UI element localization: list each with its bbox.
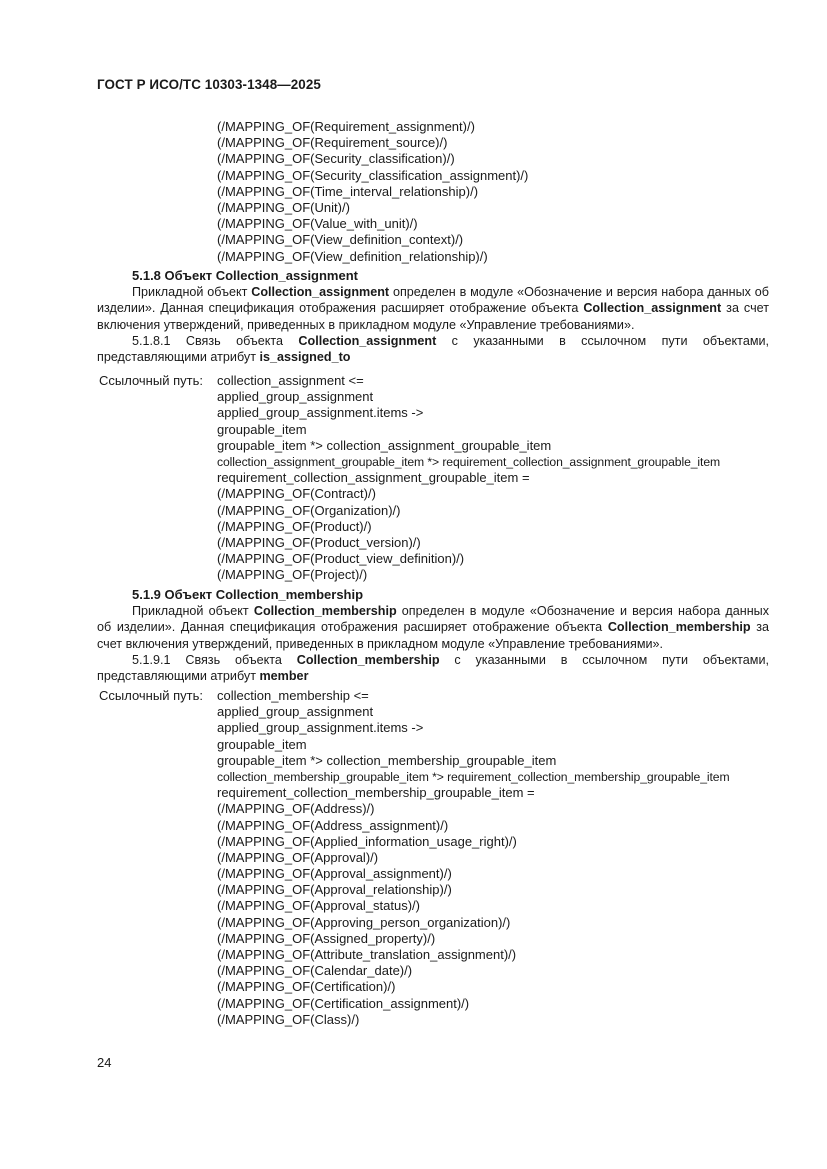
mapping-line: (/MAPPING_OF(Security_classification)/) [217,151,455,167]
ref-line: groupable_item *> collection_assignment_groupable_item [217,437,552,453]
mapping-line: (/MAPPING_OF(Unit)/) [217,199,350,215]
ref-line: applied_group_assignment.items -> [217,720,424,736]
mapping-line: (/MAPPING_OF(Value_with_unit)/) [217,216,418,232]
ref-line: requirement_collection_assignment_groupable_item = [217,470,530,486]
attribute-name: member [259,669,309,683]
ref-line: (/MAPPING_OF(Approval_status)/) [217,898,420,914]
ref-line: (/MAPPING_OF(Product)/) [217,518,372,534]
section-5-1-8 [0,268,827,365]
reference-path-5-1-9 [0,688,827,1028]
ref-line: (/MAPPING_OF(Contract)/) [217,486,376,502]
ref-line: (/MAPPING_OF(Approval_assignment)/) [217,866,452,882]
ref-line: groupable_item [217,421,307,437]
attribute-name: is_assigned_to [259,350,351,364]
section-paragraph: Прикладной объект Collection_membership определен в модуле «Обозначение и версия набора данных об изделии». Данная спецификация отображения расширяет отображение объекта Collection_membership за счет включения утверждений, приведенных в прикладном модуле «Управление требованиями». [97,604,770,651]
reference-path-label: Ссылочный путь: [99,373,203,388]
ref-line: (/MAPPING_OF(Product_version)/) [217,534,421,550]
ref-line: (/MAPPING_OF(Attribute_translation_assignment)/) [217,947,517,962]
ref-line: (/MAPPING_OF(Product_view_definition)/) [217,551,465,567]
ref-line: (/MAPPING_OF(Certification)/) [217,979,396,995]
ref-line: requirement_collection_membership_groupable_item = [217,785,535,801]
object-name: Collection_membership [253,604,397,619]
object-name: Collection_assignment [251,285,390,300]
ref-line: (/MAPPING_OF(Approval_relationship)/) [217,882,452,898]
ref-line: (/MAPPING_OF(Organization)/) [217,502,401,518]
ref-line: (/MAPPING_OF(Assigned_property)/) [217,930,436,946]
ref-line: applied_group_assignment [217,704,374,720]
standard-designation: ГОСТ Р ИСО/ТС 10303-1348—2025 [97,77,321,92]
object-name: Collection_assignment [298,333,437,348]
ref-line: collection_assignment_groupable_item *> requirement_collection_assignment_groupable_item [217,454,721,469]
ref-line: groupable_item *> collection_membership_groupable_item [217,752,557,768]
reference-path-label: Ссылочный путь: [99,688,203,703]
subsection-paragraph: 5.1.8.1 Связь объекта Collection_assignment с указанными в ссылочном пути объектами, представляющими атрибут is_assigned_to [97,333,770,364]
section-paragraph: Прикладной объект Collection_assignment определен в модуле «Обозначение и версия набора данных об изделии». Данная спецификация отображения расширяет отображение объекта Collection_assignment за счет включения утверждений, приведенных в прикладном модуле «Управление требованиями». [97,285,769,332]
ref-line: groupable_item [217,736,307,752]
ref-line: (/MAPPING_OF(Calendar_date)/) [217,963,413,979]
mapping-line: (/MAPPING_OF(View_definition_relationship)/) [217,248,488,264]
ref-line: (/MAPPING_OF(Project)/) [217,567,368,583]
ref-line: (/MAPPING_OF(Address_assignment)/) [217,817,449,833]
page-number: 24 [97,1055,112,1070]
section-5-1-9 [0,587,827,684]
object-name: Collection_assignment [583,301,722,316]
ref-line: applied_group_assignment.items -> [217,405,424,421]
mapping-line: (/MAPPING_OF(Requirement_source)/) [217,135,448,151]
ref-line: (/MAPPING_OF(Certification_assignment)/) [217,995,470,1011]
mapping-line: (/MAPPING_OF(Time_interval_relationship)/) [217,183,479,199]
ref-line: collection_assignment <= [217,373,364,388]
ref-line: (/MAPPING_OF(Applied_information_usage_right)/) [217,833,517,849]
section-heading: 5.1.8 Объект Collection_assignment [132,268,358,283]
ref-line: (/MAPPING_OF(Approval)/) [217,849,379,865]
object-name: Collection_membership [296,652,440,667]
reference-path-5-1-8 [0,373,827,583]
subsection-paragraph: 5.1.9.1 Связь объекта Collection_membership с указанными в ссылочном пути объектами, представляющими атрибут member [97,652,769,683]
mapping-line: (/MAPPING_OF(Security_classification_assignment)/) [217,167,529,183]
ref-line: (/MAPPING_OF(Address)/) [217,801,375,817]
mapping-list-top [0,119,827,265]
ref-line: (/MAPPING_OF(Approving_person_organization)/) [217,914,511,930]
object-name: Collection_membership [607,620,751,635]
mapping-line: (/MAPPING_OF(Requirement_assignment)/) [217,119,475,134]
ref-line: (/MAPPING_OF(Class)/) [217,1011,360,1027]
mapping-line: (/MAPPING_OF(View_definition_context)/) [217,232,464,248]
ref-line: collection_membership <= [217,688,369,703]
ref-line: collection_membership_groupable_item *> requirement_collection_membership_groupable_item [217,769,730,784]
section-heading: 5.1.9 Объект Collection_membership [132,587,364,602]
ref-line: applied_group_assignment [217,389,374,405]
